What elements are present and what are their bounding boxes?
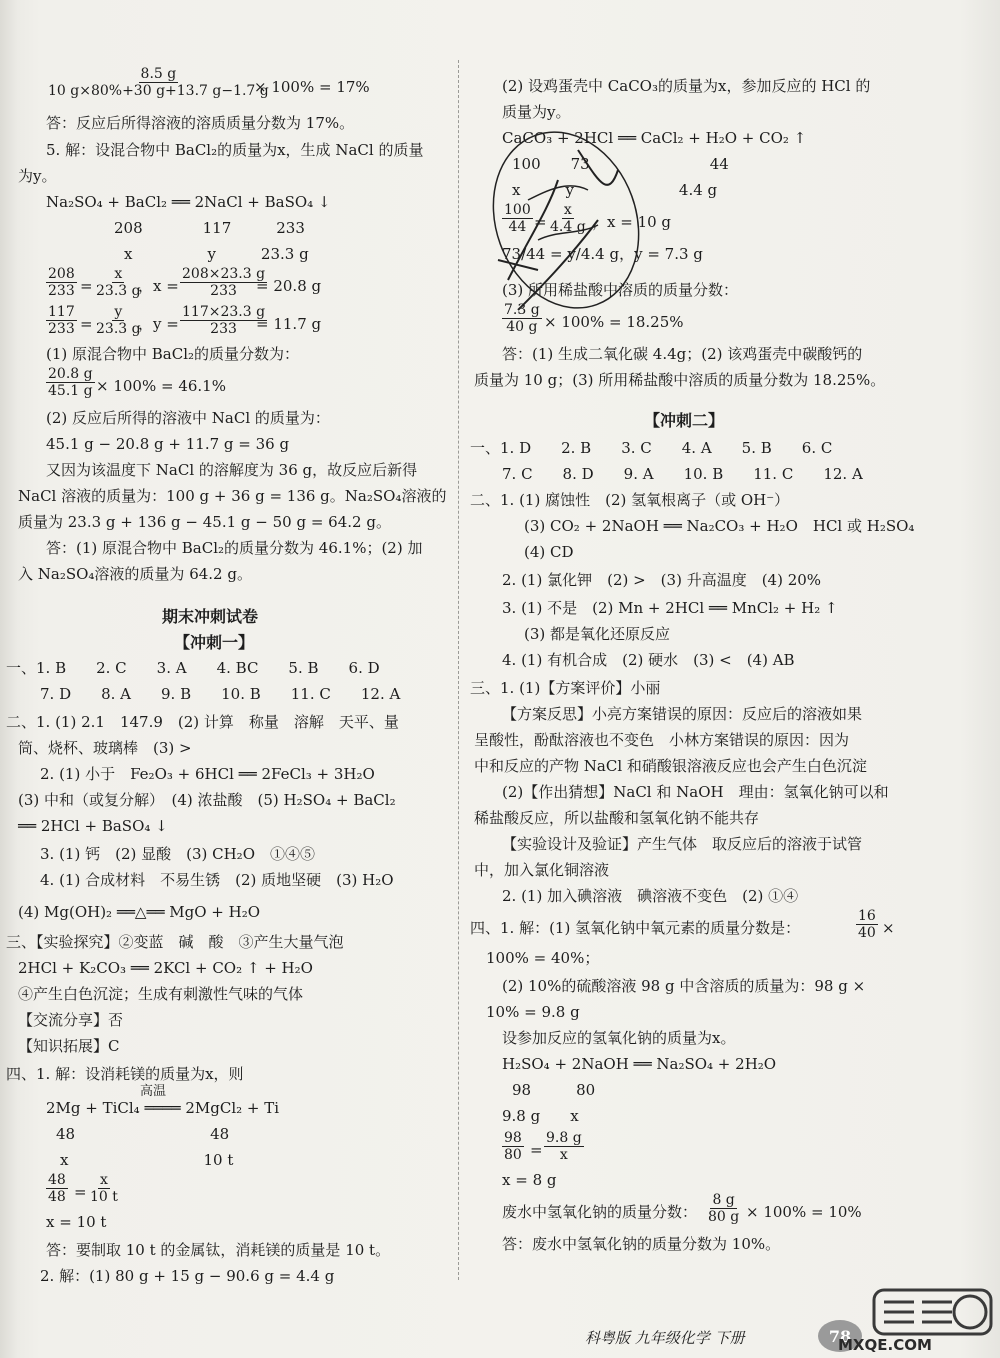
- answer-line: 答：(1) 原混合物中 BaCl₂的质量分数为 46.1%；(2) 加: [46, 539, 423, 557]
- answer-line: (3) CO₂ + 2NaOH ══ Na₂CO₃ + H₂O HCl 或 H₂SO₄: [524, 517, 915, 535]
- equation-text: ，y =: [138, 315, 179, 333]
- text-line: 质量为y。: [502, 103, 571, 121]
- fraction: $\frac{20.8 g}{45.1 g}$: [48, 366, 93, 399]
- fraction: $\frac{8.5 g}{10 g\times 80\%+30 g+13.7 g-1.7 g}$: [48, 66, 269, 99]
- answer-line: 中和反应的产物 NaCl 和硝酸银溶液反应也会产生白色沉淀: [474, 757, 867, 775]
- answer-line: (3) 中和（或复分解） (4) 浓盐酸 (5) H₂SO₄ + BaCl₂: [18, 791, 396, 809]
- text-line: (2) 反应后所得的溶液中 NaCl 的质量为：: [46, 409, 330, 427]
- answer-line: 7. D 8. A 9. B 10. B 11. C 12. A: [40, 685, 401, 703]
- text-line: (2) 10%的硫酸溶液 98 g 中含溶质的质量为：98 g ×: [502, 977, 866, 995]
- answer-line: 【实验设计及验证】产生气体 取反应后的溶液于试管: [502, 835, 863, 853]
- answer-line: 3. (1) 钙 (2) 显酸 (3) CH₂O ①④⑤: [40, 845, 315, 863]
- equals-sign: =: [534, 213, 547, 231]
- answer-line: 7. C 8. D 9. A 10. B 11. C 12. A: [502, 465, 863, 483]
- equation-line: x = 8 g: [502, 1171, 557, 1189]
- equation-text: ，x = 10 g: [592, 213, 672, 231]
- answer-line: 三、【实验探究】②变蓝 碱 酸 ③产生大量气泡: [6, 933, 344, 951]
- equation-line: 48 48: [56, 1125, 230, 1143]
- text-line: 10% = 9.8 g: [486, 1003, 580, 1021]
- equation-line: H₂SO₄ + 2NaOH ══ Na₂SO₄ + 2H₂O: [502, 1055, 777, 1073]
- equation-line: 45.1 g − 20.8 g + 11.7 g = 36 g: [46, 435, 290, 453]
- answer-line: 答：(1) 生成二氧化碳 4.4g；(2) 该鸡蛋壳中碳酸钙的: [502, 345, 863, 363]
- text-line: 为y。: [18, 167, 57, 185]
- answer-line: 【知识拓展】C: [18, 1037, 120, 1055]
- answer-line: 三、1. (1)【方案评价】小丽: [470, 679, 661, 697]
- answer-line: (4) Mg(OH)₂ ══△══ MgO + H₂O: [18, 903, 261, 921]
- answer-line: 二、1. (1) 腐蚀性 (2) 氢氧根离子（或 OH⁻）: [470, 491, 790, 509]
- answer-line: 2. (1) 氯化钾 (2) > (3) 升高温度 (4) 20%: [502, 571, 822, 589]
- fraction: $\frac{x}{10 t}$: [90, 1172, 118, 1205]
- equation-line: 9.8 g x: [502, 1107, 579, 1125]
- section-subtitle: 【冲刺一】: [174, 633, 255, 652]
- equation-line: Na₂SO₄ + BaCl₂ ══ 2NaCl + BaSO₄ ↓: [46, 193, 331, 211]
- fraction: $\frac{x}{4.4 g}$: [550, 202, 586, 235]
- equals-sign: =: [74, 1183, 87, 1201]
- handwritten-stamp-watermark: [478, 120, 648, 340]
- equation-line: × 100% = 17%: [254, 78, 370, 96]
- answer-line: 4. (1) 合成材料 不易生锈 (2) 质地坚硬 (3) H₂O: [40, 871, 394, 889]
- equation-text: = 20.8 g: [256, 277, 322, 295]
- equation-line: 98 80: [512, 1081, 596, 1099]
- answer-line: 答：反应后所得溶液的溶质质量分数为 17%。: [46, 114, 355, 132]
- text-line: 质量为 23.3 g + 136 g − 45.1 g − 50 g = 64.2 g。: [18, 513, 391, 531]
- equals-sign: =: [80, 277, 93, 295]
- text-line: 四、1. 解：(1) 氢氧化钠中氧元素的质量分数是：: [470, 919, 801, 937]
- answer-line: 一、1. D 2. B 3. C 4. A 5. B 6. C: [470, 439, 833, 457]
- equation-text: ×: [882, 919, 895, 937]
- answer-line: 质量为 10 g；(3) 所用稀盐酸中溶质的质量分数为 18.25%。: [474, 371, 886, 389]
- answer-line: (2)【作出猜想】NaCl 和 NaOH 理由：氢氧化钠可以和: [502, 783, 889, 801]
- answer-line: 筒、烧杯、玻璃棒 (3) >: [18, 739, 192, 757]
- fraction: $\frac{208\times 23.3 g}{233}$: [182, 266, 266, 299]
- fraction: $\frac{100}{44}$: [504, 202, 531, 235]
- fraction: $\frac{x}{23.3 g}$: [96, 266, 141, 299]
- text-line: NaCl 溶液的质量为：100 g + 36 g = 136 g。Na₂SO₄溶液的: [18, 487, 447, 505]
- equation-text: = 11.7 g: [256, 315, 322, 333]
- equation-line: x y 4.4 g: [512, 181, 718, 199]
- section-subtitle: 【冲刺二】: [644, 411, 725, 430]
- equation-text: × 100% = 46.1%: [96, 377, 226, 395]
- answer-line: 3. (1) 不是 (2) Mn + 2HCl ══ MnCl₂ + H₂ ↑: [502, 599, 838, 617]
- text-line: 设参加反应的氢氧化钠的质量为x。: [502, 1029, 736, 1047]
- answer-line: ══ 2HCl + BaSO₄ ↓: [18, 817, 168, 835]
- text-line: 100% = 40%；: [486, 949, 600, 967]
- answer-line: 【方案反思】小亮方案错误的原因：反应后的溶液如果: [502, 705, 863, 723]
- text-line: 2. 解：(1) 80 g + 15 g − 90.6 g = 4.4 g: [40, 1267, 335, 1285]
- text-line: 又因为该温度下 NaCl 的溶解度为 36 g，故反应后新得: [46, 461, 418, 479]
- text-line: (3) 所用稀盐酸中溶质的质量分数：: [502, 281, 739, 299]
- answer-line: ④产生白色沉淀；生成有刺激性气味的气体: [18, 985, 304, 1003]
- text-line: 5. 解：设混合物中 BaCl₂的质量为x，生成 NaCl 的质量: [46, 141, 424, 159]
- equation-line: x 10 t: [60, 1151, 234, 1169]
- fraction: $\frac{117}{233}$: [48, 304, 75, 337]
- text-line: (2) 设鸡蛋壳中 CaCO₃的质量为x，参加反应的 HCl 的: [502, 77, 871, 95]
- answer-line: (3) 都是氧化还原反应: [524, 625, 671, 643]
- fraction: $\frac{9.8 g}{x}$: [546, 1130, 582, 1163]
- answer-line: 2. (1) 小于 Fe₂O₃ + 6HCl ══ 2FeCl₃ + 3H₂O: [40, 765, 375, 783]
- section-title: 期末冲刺试卷: [162, 607, 259, 626]
- answer-line: 【交流分享】否: [18, 1011, 124, 1029]
- answer-line: 中，加入氯化铜溶液: [474, 861, 610, 879]
- equation-line: x = 10 t: [46, 1213, 107, 1231]
- text-line: 四、1. 解：设消耗镁的质量为x，则: [6, 1065, 244, 1083]
- page-footer: 科粤版 九年级化学 下册: [585, 1329, 745, 1347]
- answer-line: 答：要制取 10 t 的金属钛，消耗镁的质量是 10 t。: [46, 1241, 391, 1259]
- answer-line: 4. (1) 有机合成 (2) 硬水 (3) < (4) AB: [502, 651, 795, 669]
- site-watermark: MXQE.COM: [838, 1336, 932, 1354]
- equation-text: ，x =: [138, 277, 179, 295]
- text-line: (1) 原混合物中 BaCl₂的质量分数为：: [46, 345, 300, 363]
- fraction: $\frac{117\times 23.3 g}{233}$: [182, 304, 266, 337]
- fraction: $\frac{208}{233}$: [48, 266, 75, 299]
- fraction: $\frac{48}{48}$: [48, 1172, 66, 1205]
- fraction: $\frac{y}{23.3 g}$: [96, 304, 141, 337]
- answer-line: 一、1. B 2. C 3. A 4. BC 5. B 6. D: [6, 659, 380, 677]
- answer-line: 2. (1) 加入碘溶液 碘溶液不变色 (2) ①④: [502, 887, 799, 905]
- equation-line: CaCO₃ + 2HCl ══ CaCl₂ + H₂O + CO₂ ↑: [502, 129, 807, 147]
- answer-line: (4) CD: [524, 543, 574, 561]
- column-divider: [458, 60, 459, 1280]
- answer-line: 稀盐酸反应，所以盐酸和氢氧化钠不能共存: [474, 809, 760, 827]
- fraction: $\frac{8 g}{80 g}$: [708, 1192, 740, 1225]
- equation-line: x y 23.3 g: [124, 245, 309, 263]
- equation-line: 2Mg + TiCl₄ ════ 2MgCl₂ + Ti: [46, 1099, 280, 1117]
- page-number: 78: [818, 1320, 862, 1352]
- reaction-condition: 高温: [140, 1084, 167, 1099]
- answer-line: 答：废水中氢氧化钠的质量分数为 10%。: [502, 1235, 781, 1253]
- equation-line: 73/44 = y/4.4 g，y = 7.3 g: [502, 245, 703, 263]
- answer-line: 呈酸性，酚酞溶液也不变色 小林方案错误的原因：因为: [474, 731, 850, 749]
- equation-line: 100 73 44: [512, 155, 729, 173]
- equals-sign: =: [530, 1141, 543, 1159]
- equation-line: 2HCl + K₂CO₃ ══ 2KCl + CO₂ ↑ + H₂O: [18, 959, 313, 977]
- answer-line: 二、1. (1) 2.1 147.9 (2) 计算 称量 溶解 天平、量: [6, 713, 399, 731]
- fraction: $\frac{7.3 g}{40 g}$: [504, 302, 540, 335]
- equation-text: × 100% = 18.25%: [544, 313, 684, 331]
- fraction: $\frac{98}{80}$: [504, 1130, 522, 1163]
- equals-sign: =: [80, 315, 93, 333]
- answer-line: 入 Na₂SO₄溶液的质量为 64.2 g。: [18, 565, 252, 583]
- fraction: $\frac{16}{40}$: [858, 908, 876, 941]
- text-line: 废水中氢氧化钠的质量分数：: [502, 1203, 698, 1221]
- equation-line: 208 117 233: [114, 219, 305, 237]
- equation-text: × 100% = 10%: [746, 1203, 862, 1221]
